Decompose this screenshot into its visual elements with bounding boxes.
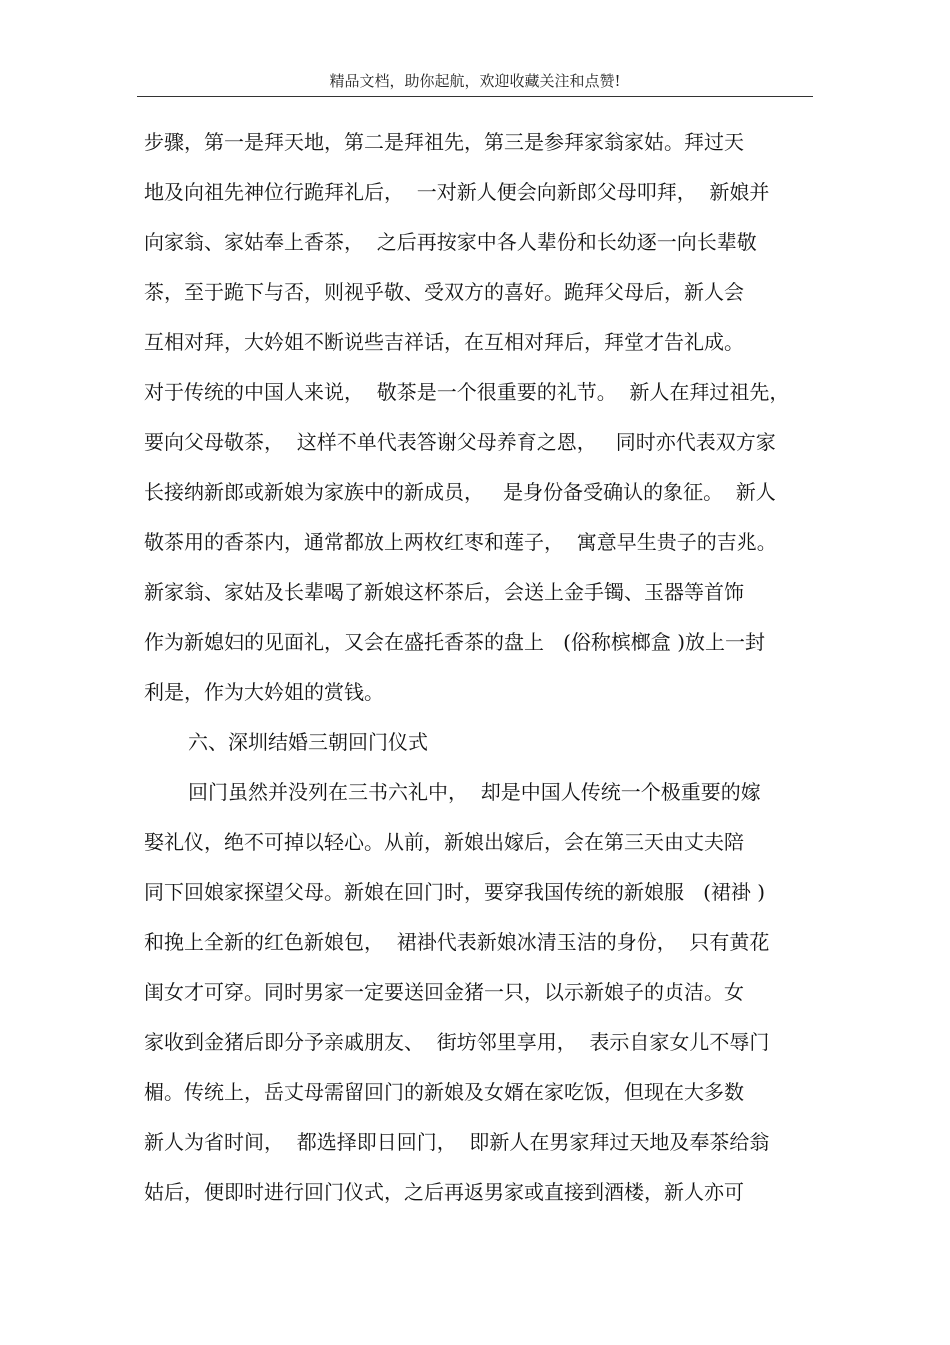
text-line: 家收到金猪后即分予亲戚朋友、 街坊邻里享用， 表示自家女儿不辱门: [144, 1030, 770, 1054]
text-line: 对于传统的中国人来说， 敬茶是一个很重要的礼节。 新人在拜过祖先，: [144, 380, 790, 404]
text-line: 闺女才可穿。同时男家一定要送回金猪一只，以示新娘子的贞洁。女: [144, 980, 744, 1004]
paragraph-first-line: 回门虽然并没列在三书六礼中， 却是中国人传统一个极重要的嫁: [188, 780, 761, 804]
text-line: 步骤，第一是拜天地，第二是拜祖先，第三是参拜家翁家姑。拜过天: [144, 130, 744, 154]
section-heading: 六、深圳结婚三朝回门仪式: [188, 730, 428, 754]
text-line: 作为新媳妇的见面礼，又会在盛托香茶的盘上 (俗称槟榔盒 )放上一封: [144, 630, 766, 654]
text-line: 楣。传统上，岳丈母需留回门的新娘及女婿在家吃饭，但现在大多数: [144, 1080, 744, 1104]
text-line: 长接纳新郎或新娘为家族中的新成员， 是身份备受确认的象征。 新人: [144, 480, 776, 504]
header-divider: [137, 96, 813, 97]
text-line: 茶，至于跪下与否，则视乎敬、受双方的喜好。跪拜父母后，新人会: [144, 280, 744, 304]
text-line: 姑后，便即时进行回门仪式，之后再返男家或直接到酒楼，新人亦可: [144, 1180, 744, 1204]
page-header: 精品文档，助你起航，欢迎收藏关注和点赞!: [329, 72, 621, 90]
text-line: 地及向祖先神位行跪拜礼后， 一对新人便会向新郎父母叩拜， 新娘并: [144, 180, 770, 204]
text-line: 新家翁、家姑及长辈喝了新娘这杯茶后，会送上金手镯、玉器等首饰: [144, 580, 744, 604]
text-line: 互相对拜，大妗姐不断说些吉祥话，在互相对拜后，拜堂才告礼成。: [144, 330, 744, 354]
text-line: 娶礼仪，绝不可掉以轻心。从前，新娘出嫁后，会在第三天由丈夫陪: [144, 830, 744, 854]
text-line: 同下回娘家探望父母。新娘在回门时，要穿我国传统的新娘服 (裙褂 ): [144, 880, 766, 904]
text-line: 向家翁、家姑奉上香茶， 之后再按家中各人辈份和长幼逐一向长辈敬: [144, 230, 757, 254]
text-line: 新人为省时间， 都选择即日回门， 即新人在男家拜过天地及奉茶给翁: [144, 1130, 770, 1154]
text-line: 敬茶用的香茶内，通常都放上两枚红枣和莲子， 寓意早生贵子的吉兆。: [144, 530, 777, 554]
body-text: [144, 121, 824, 1221]
text-line: 利是，作为大妗姐的赏钱。: [144, 680, 384, 704]
text-line: 和挽上全新的红色新娘包， 裙褂代表新娘冰清玉洁的身份， 只有黄花: [144, 930, 770, 954]
text-line: 要向父母敬茶， 这样不单代表答谢父母养育之恩， 同时亦代表双方家: [144, 430, 776, 454]
